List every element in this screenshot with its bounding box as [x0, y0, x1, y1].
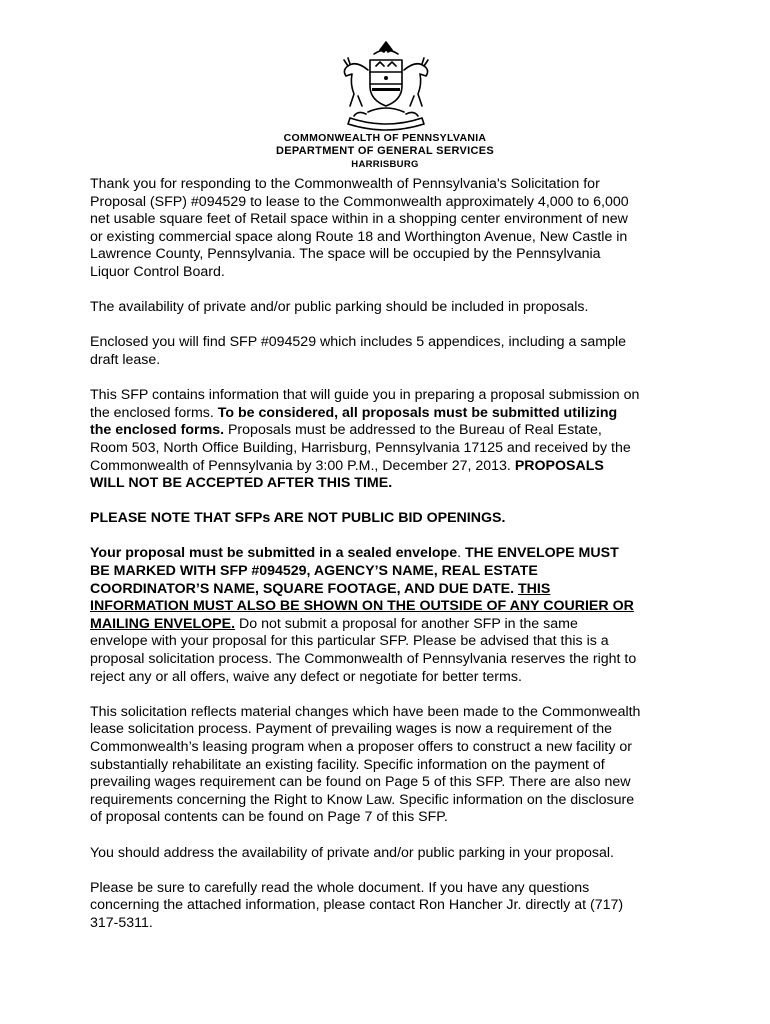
- instructions-text: This SFP contains information that will guide you in preparing a proposal submission on the enclosed forms.: [90, 387, 640, 421]
- instructions-address: Proposals must be addressed to the Bureau of Real Estate, Room 503, North Office Building, Harrisburg, Pennsylvania 17125 and received by the Commonwealth of Pennsylvania by 3:00 P.M., December 27, 2013.: [90, 422, 631, 474]
- letterhead-commonwealth: COMMONWEALTH OF PENNSYLVANIA: [283, 132, 487, 144]
- letterhead-city: HARRISBURG: [351, 159, 419, 170]
- paragraph-parking: The availability of private and/or public parking should be included in proposals.: [90, 299, 589, 316]
- paragraph-instructions: [90, 387, 690, 493]
- paragraph-parking-proposal: You should address the availability of private and/or public parking in your proposal.: [90, 844, 614, 861]
- paragraph-note: PLEASE NOTE THAT SFPs ARE NOT PUBLIC BID OPENINGS.: [90, 510, 506, 527]
- envelope-marking-bold: THE ENVELOPE MUST BE MARKED WITH SFP #094529, AGENCY’S NAME, REAL ESTATE COORDINATOR’S NAME, SQUARE FOOTAGE, AND DUE DATE.: [90, 545, 619, 597]
- letterhead-department: DEPARTMENT OF GENERAL SERVICES: [275, 145, 495, 157]
- instructions-forms-bold: To be considered, all proposals must be submitted utilizing the enclosed forms.: [90, 404, 618, 439]
- envelope-text: Do not submit a proposal for another SFP in the same envelope with your proposal for this particular SFP. Please be advised that this is a proposal solicitation process. The Commonwealth of Pennsylvania reserves the right to reject any or all offers, waive any defect or negotiate for better terms.: [90, 615, 637, 685]
- paragraph-enclosed: Enclosed you will find SFP #094529 which includes 5 appendices, including a sample draft lease.: [90, 334, 627, 368]
- paragraph-changes: This solicitation reflects material changes which have been made to the Commonwealth lease solicitation process. Payment of prevailing wages is now a requirement of the Commonwealth’s leasing program when a proposer offers to construct a new facility or substantially rehabilitate an existing facility. Specific information on the payment of prevailing wages requirement can be found on Page 5 of this SFP. There are also new requirements concerning the Right to Know Law. Specific information on the disclosure of proposal contents can be found on Page 7 of this SFP.: [90, 703, 641, 826]
- pennsylvania-coat-of-arms-icon: [328, 40, 444, 132]
- instructions-deadline-bold: PROPOSALS WILL NOT BE ACCEPTED AFTER THIS TIME.: [90, 457, 604, 492]
- paragraph-intro: Thank you for responding to the Commonwealth of Pennsylvania's Solicitation for Proposal (SFP) #094529 to lease to the Commonwealth approximately 4,000 to 6,000 net usable square feet of Retail space within in a shopping center environment of new or existing commercial space along Route 18 and Worthington Avenue, New Castle in Lawrence County, Pennsylvania. The space will be occupied by the Pennsylvania Liquor Control Board.: [90, 176, 629, 280]
- envelope-period: .: [457, 545, 466, 562]
- envelope-courier-underlined: THIS INFORMATION MUST ALSO BE SHOWN ON THE OUTSIDE OF ANY COURIER OR MAILING ENVELOPE.: [90, 580, 634, 632]
- paragraph-contact: Please be sure to carefully read the whole document. If you have any questions concerning the attached information, please contact Ron Hancher Jr. directly at (717) 317-5311.: [90, 879, 624, 931]
- paragraph-envelope: [90, 545, 690, 686]
- letter-body: [90, 176, 690, 950]
- envelope-sealed-bold: Your proposal must be submitted in a sealed envelope: [90, 545, 458, 562]
